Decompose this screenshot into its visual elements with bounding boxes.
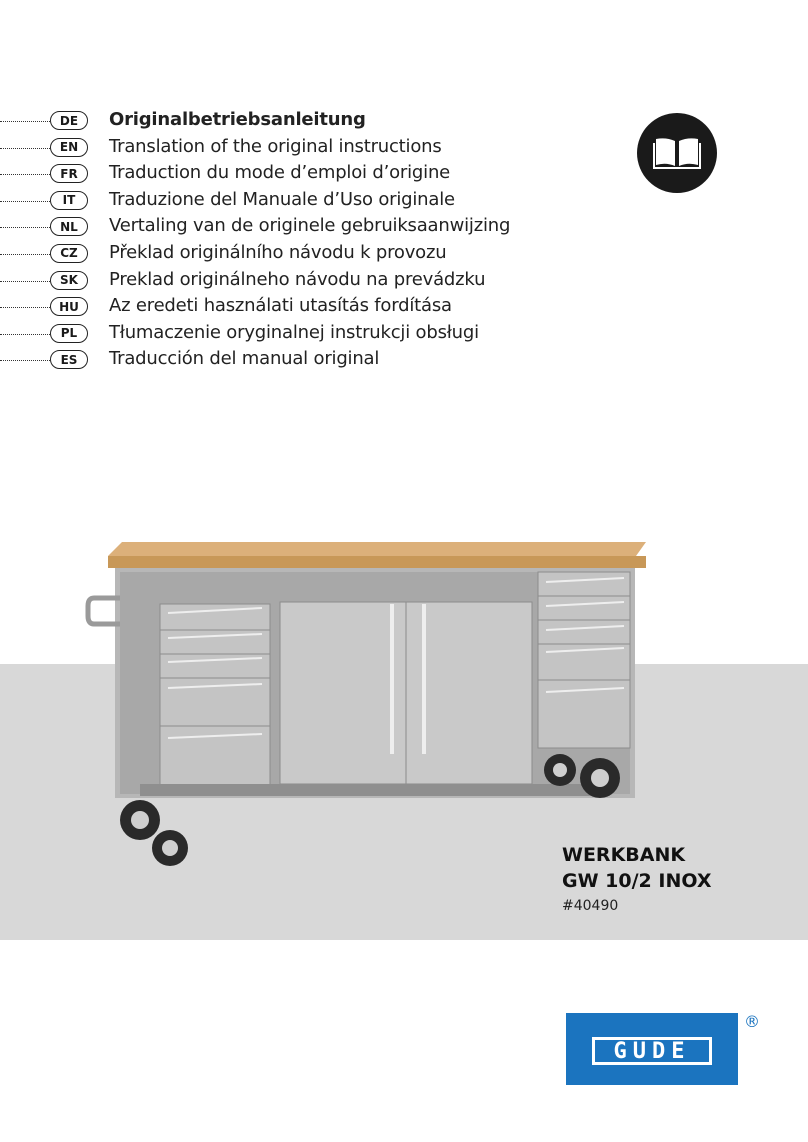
article-number: #40490 xyxy=(562,898,619,914)
language-title: Traducción del manual original xyxy=(109,348,380,370)
language-title: Překlad originálního návodu k provozu xyxy=(109,241,447,263)
language-row xyxy=(0,294,560,321)
language-code: FR xyxy=(50,164,88,183)
language-title: Vertaling van de originele gebruiksaanwijzing xyxy=(109,215,511,237)
language-title: Translation of the original instructions xyxy=(109,135,442,157)
language-code: EN xyxy=(50,138,88,157)
language-row xyxy=(0,268,560,295)
brand-logo xyxy=(566,1013,738,1085)
open-book-icon xyxy=(637,113,717,193)
language-title: Traduzione del Manuale d’Uso originale xyxy=(109,188,455,210)
leader-dots xyxy=(0,281,50,282)
language-title: Traduction du mode d’emploi d’origine xyxy=(109,162,451,184)
language-title: Tłumaczenie oryginalnej instrukcji obsługi xyxy=(109,321,479,343)
language-row xyxy=(0,214,560,241)
leader-dots xyxy=(0,174,50,175)
leader-dots xyxy=(0,121,50,122)
language-code: HU xyxy=(50,297,88,316)
workbench-illustration xyxy=(80,528,670,868)
leader-dots xyxy=(0,360,50,361)
language-row xyxy=(0,321,560,348)
brand-logo-text: GÜDE xyxy=(592,1037,712,1065)
language-code: DE xyxy=(50,111,88,130)
leader-dots xyxy=(0,254,50,255)
leader-dots xyxy=(0,201,50,202)
product-name: WERKBANK xyxy=(562,844,686,866)
leader-dots xyxy=(0,307,50,308)
leader-dots xyxy=(0,334,50,335)
product-model: GW 10/2 INOX xyxy=(562,870,712,892)
language-row xyxy=(0,241,560,268)
language-title: Originalbetriebsanleitung xyxy=(109,109,366,130)
language-row xyxy=(0,347,560,374)
language-title: Preklad originálneho návodu na prevádzku xyxy=(109,268,486,290)
language-code: PL xyxy=(50,324,88,343)
language-code: IT xyxy=(50,191,88,210)
language-row xyxy=(0,161,560,188)
language-code: CZ xyxy=(50,244,88,263)
language-list xyxy=(0,108,560,374)
leader-dots xyxy=(0,227,50,228)
leader-dots xyxy=(0,148,50,149)
product-title-block xyxy=(562,842,711,914)
language-row xyxy=(0,108,560,135)
language-row xyxy=(0,135,560,162)
language-code: SK xyxy=(50,271,88,290)
language-code: NL xyxy=(50,217,88,236)
language-title: Az eredeti használati utasítás fordítása xyxy=(109,295,452,317)
registered-mark: ® xyxy=(744,1012,760,1031)
language-row xyxy=(0,188,560,215)
language-code: ES xyxy=(50,350,88,369)
